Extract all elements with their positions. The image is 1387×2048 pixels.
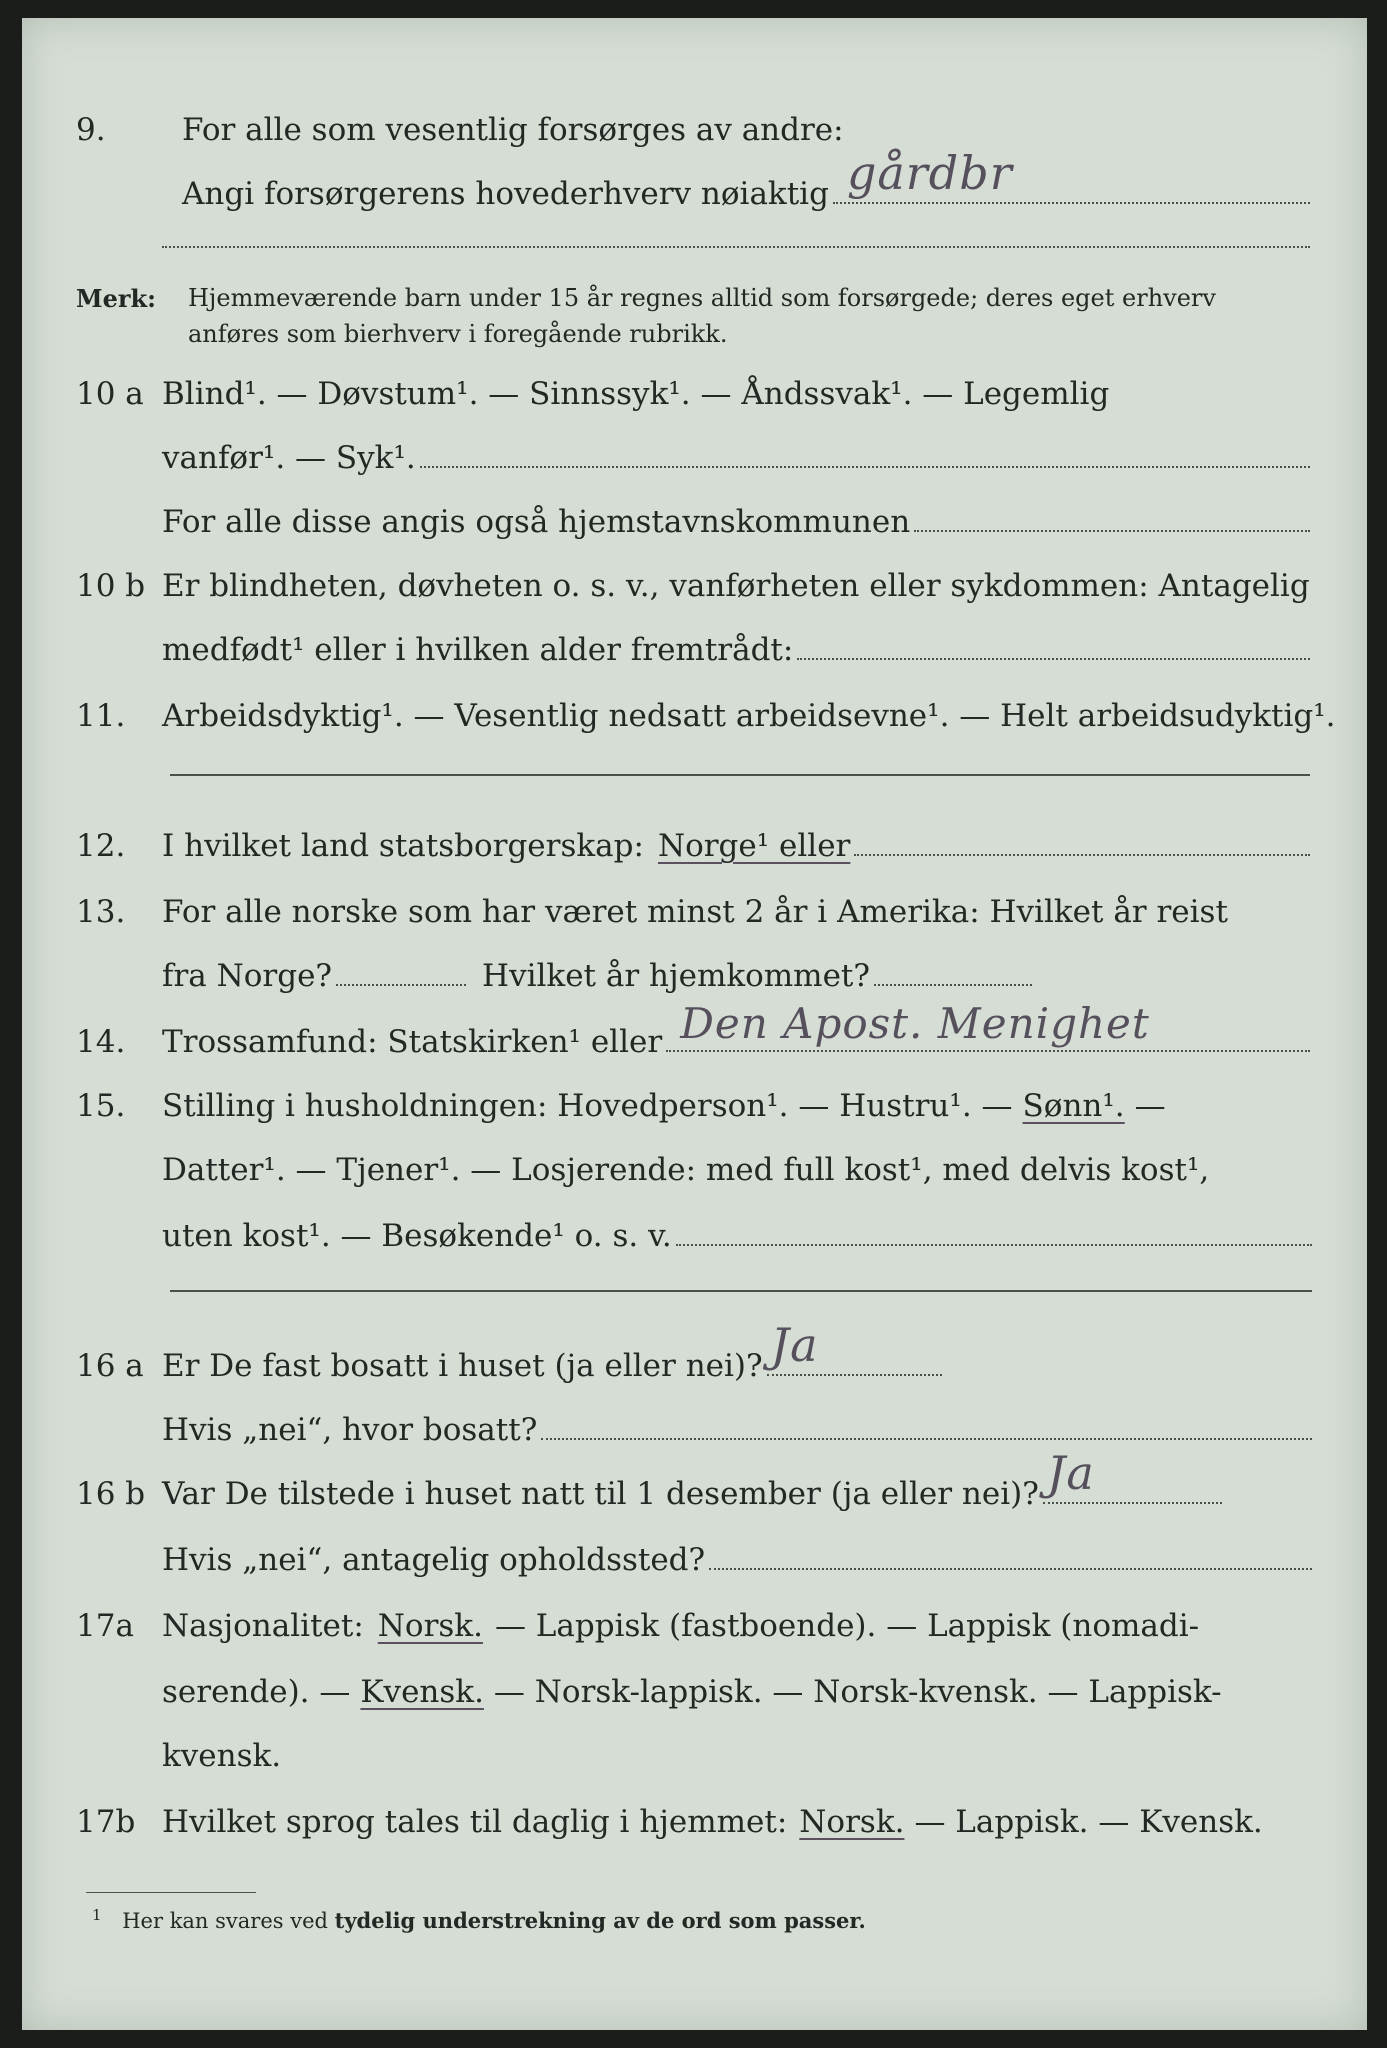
- q15-line3: uten kost¹. — Besøkende¹ o. s. v.: [162, 1218, 1312, 1254]
- footnote: $^1$ Her kan svares ved tydelig understrekning av de ord som passer.: [92, 1906, 866, 1933]
- q13-number: 13.: [76, 894, 126, 930]
- q10a-line3: For alle disse angis også hjemstavnskommunen: [162, 504, 1310, 540]
- q17a-number: 17a: [76, 1608, 134, 1644]
- q13-hjemkommet-field[interactable]: [874, 984, 1032, 986]
- q16b-answer-field[interactable]: [1043, 1446, 1222, 1504]
- q15-number: 15.: [76, 1088, 126, 1124]
- q10a-number: 10 a: [76, 376, 144, 412]
- q12-answer-field[interactable]: [854, 854, 1310, 856]
- q11-blank-line: [170, 774, 1310, 776]
- q10a-hjemstavn-field[interactable]: [914, 530, 1310, 532]
- footnote-mark: 1: [92, 1906, 102, 1924]
- q16a-bosatt-field[interactable]: [541, 1438, 1312, 1440]
- q17a-line2: serende). — Kvensk. — Norsk-lappisk. — Norsk-kvensk. — Lappisk-: [162, 1674, 1222, 1710]
- q15-line1: Stilling i husholdningen: Hovedperson¹. — Hustru¹. — Sønn¹. —: [162, 1088, 1166, 1124]
- q17b-underlined-answer: Norsk.: [799, 1804, 905, 1840]
- q16b-opholdssted-field[interactable]: [709, 1568, 1312, 1570]
- q17a-underlined-kvensk: Kvensk.: [360, 1674, 484, 1710]
- q10a-line1: Blind¹. — Døvstum¹. — Sinnssyk¹. — Åndssvak¹. — Legemlig: [162, 376, 1110, 412]
- q16a-answer-field[interactable]: [767, 1318, 942, 1376]
- q9-number: 9.: [76, 112, 106, 148]
- merk-line2: anføres som bierhverv i foregående rubrikk.: [188, 320, 728, 348]
- q12-line1: I hvilket land statsborgerskap: Norge¹ eller: [162, 828, 1310, 864]
- q10a-syk-field[interactable]: [420, 466, 1310, 468]
- q13-line2: fra Norge? Hvilket år hjemkommet?: [162, 958, 1032, 994]
- q10b-line2: medfødt¹ eller i hvilken alder fremtrådt:: [162, 632, 1310, 668]
- q16b-line1: Var De tilstede i huset natt til 1 desember (ja eller nei)? Ja: [162, 1476, 1222, 1512]
- q14-number: 14.: [76, 1024, 126, 1060]
- q15-blank-line: [170, 1290, 1312, 1292]
- q14-answer-field[interactable]: [666, 999, 1310, 1052]
- q17a-line1: Nasjonalitet: Norsk. — Lappisk (fastboende). — Lappisk (nomadi-: [162, 1608, 1200, 1644]
- q15-answer-field[interactable]: [676, 1244, 1312, 1246]
- q12-underlined-answer: Norge¹ eller: [657, 828, 851, 864]
- q15-line2: Datter¹. — Tjener¹. — Losjerende: med full kost¹, med delvis kost¹,: [162, 1152, 1210, 1188]
- q17a-underlined-norsk: Norsk.: [377, 1608, 483, 1644]
- merk-line1: Hjemmeværende barn under 15 år regnes alltid som forsørgede; deres eget erhverv: [188, 284, 1216, 312]
- q14-handwritten-answer: Den Apost. Menighet: [680, 999, 1150, 1048]
- q16a-line1: Er De fast bosatt i huset (ja eller nei)? Ja: [162, 1348, 942, 1384]
- q17b-line1: Hvilket sprog tales til daglig i hjemmet: Norsk. — Lappisk. — Kvensk.: [162, 1804, 1263, 1840]
- q10b-answer-field[interactable]: [797, 658, 1310, 660]
- q13-reist-field[interactable]: [336, 984, 466, 986]
- q13-line1: For alle norske som har været minst 2 år i Amerika: Hvilket år reist: [162, 894, 1228, 930]
- footnote-bold-text: tydelig understrekning av de ord som passer.: [334, 1908, 866, 1933]
- q9-blank-line: [162, 246, 1310, 248]
- q12-number: 12.: [76, 828, 126, 864]
- q14-line1: Trossamfund: Statskirken¹ eller Den Apost. Menighet: [162, 1024, 1310, 1060]
- q17b-number: 17b: [76, 1804, 136, 1840]
- q16b-handwritten-answer: Ja: [1046, 1446, 1095, 1500]
- q9-line2: Angi forsørgerens hovederhverv nøiaktig gårdbr: [182, 176, 1310, 212]
- census-form-page: [22, 18, 1367, 2030]
- q16b-line2: Hvis „nei“, antagelig opholdssted?: [162, 1542, 1312, 1578]
- q9-answer-field[interactable]: [833, 146, 1310, 204]
- q16a-number: 16 a: [76, 1348, 144, 1384]
- q17a-line3: kvensk.: [162, 1738, 282, 1774]
- footnote-rule: [86, 1892, 256, 1893]
- q10a-line2: vanfør¹. — Syk¹.: [162, 440, 1310, 476]
- q15-underlined-answer: Sønn¹.: [1022, 1088, 1125, 1124]
- q11-line1: Arbeidsdyktig¹. — Vesentlig nedsatt arbeidsevne¹. — Helt arbeidsudyktig¹.: [162, 698, 1336, 734]
- q16a-line2: Hvis „nei“, hvor bosatt?: [162, 1412, 1312, 1448]
- q10b-number: 10 b: [76, 568, 146, 604]
- merk-label: Merk:: [76, 284, 156, 313]
- q9-line1: For alle som vesentlig forsørges av andre:: [182, 112, 844, 148]
- q11-number: 11.: [76, 698, 126, 734]
- q10b-line1: Er blindheten, døvheten o. s. v., vanførheten eller sykdommen: Antagelig: [162, 568, 1310, 604]
- q16b-number: 16 b: [76, 1476, 146, 1512]
- q9-handwritten-answer: gårdbr: [846, 146, 1013, 200]
- q16a-handwritten-answer: Ja: [770, 1318, 819, 1372]
